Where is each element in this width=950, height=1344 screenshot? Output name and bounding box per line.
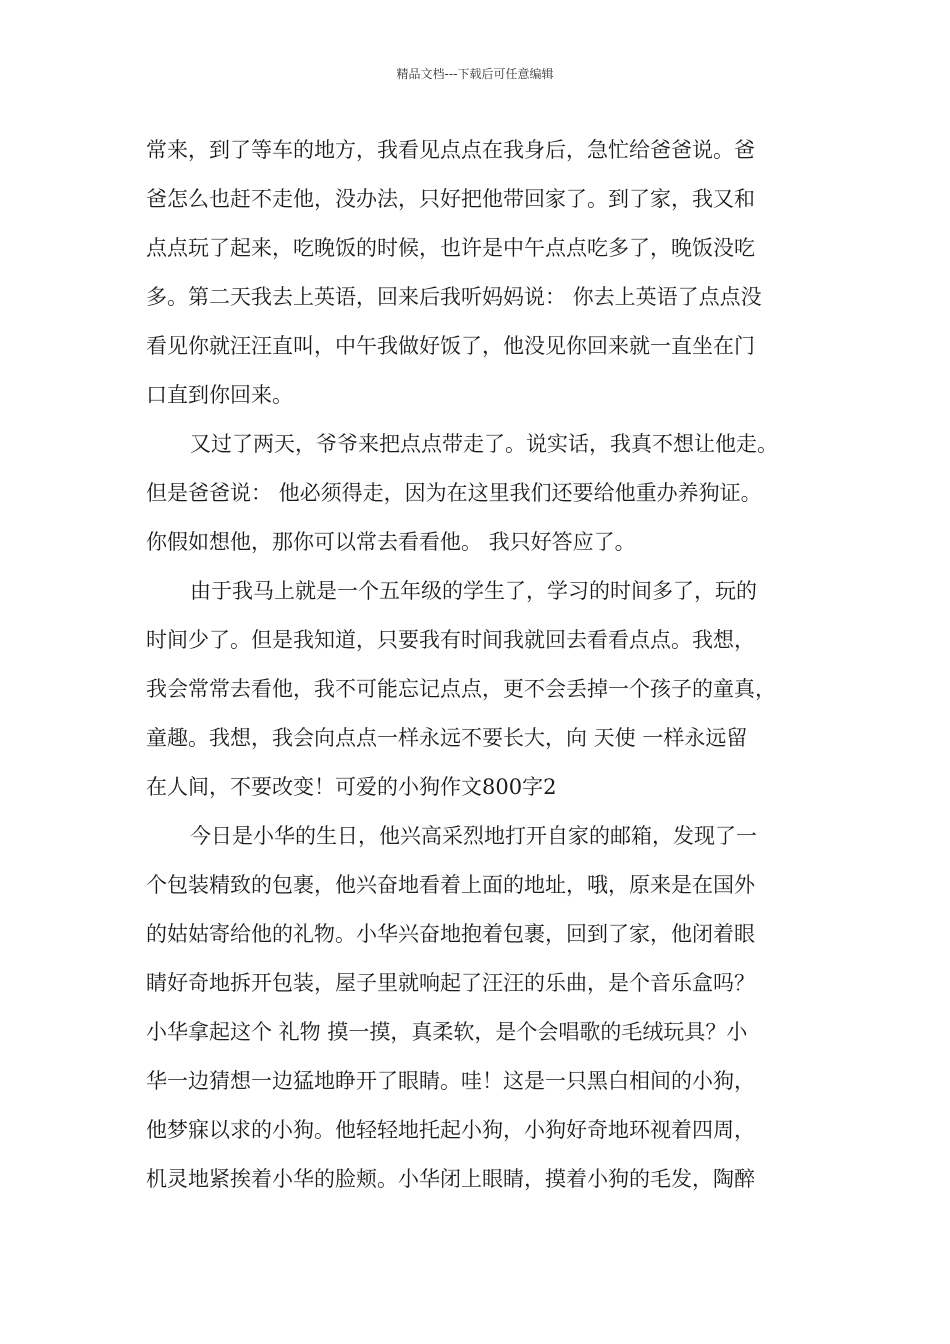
paragraph-start-line: 又过了两天，爷爷来把点点带走了。说实话，我真不想让他走。: [190, 432, 778, 456]
text-line: 口直到你回来。: [146, 383, 293, 407]
text-line: 点点玩了起来，吃晚饭的时候，也许是中午点点吃多了，晚饭没吃: [146, 236, 755, 260]
page-header: 精品文档---下载后可任意编辑: [396, 67, 554, 81]
paragraph-start-line: 由于我马上就是一个五年级的学生了，学习的时间多了，玩的: [190, 579, 757, 603]
text-line: 看见你就汪汪直叫，中午我做好饭了，他没见你回来就一直坐在门: [146, 334, 755, 358]
text-line: 童趣。我想，我会向点点一样永远不要长大，向 天使 一样永远留: [146, 726, 748, 750]
text-line: 睛好奇地拆开包装，屋子里就响起了汪汪的乐曲，是个音乐盒吗？: [146, 971, 755, 995]
text-line: 华一边猜想一边猛地睁开了眼睛。哇！这是一只黑白相间的小狗，: [146, 1069, 755, 1093]
text-line: 时间少了。但是我知道，只要我有时间我就回去看看点点。我想，: [146, 628, 755, 652]
text-line: 我会常常去看他，我不可能忘记点点，更不会丢掉一个孩子的童真，: [146, 677, 776, 701]
text-line: 你假如想他，那你可以常去看看他。 我只好答应了。: [146, 530, 636, 554]
text-line: 小华拿起这个 礼物 摸一摸，真柔软，是个会唱歌的毛绒玩具？小: [146, 1020, 748, 1044]
text-line: 他梦寐以求的小狗。他轻轻地托起小狗，小狗好奇地环视着四周，: [146, 1118, 755, 1142]
text-line: 常来，到了等车的地方，我看见点点在我身后，急忙给爸爸说。爸: [146, 138, 755, 162]
text-line: 多。第二天我去上英语，回来后我听妈妈说： 你去上英语了点点没: [146, 285, 762, 309]
text-line: 机灵地紧挨着小华的脸颊。小华闭上眼睛，摸着小狗的毛发，陶醉: [146, 1167, 755, 1191]
text-line: 在人间，不要改变！可爱的小狗作文800字2: [146, 775, 557, 799]
paragraph-start-line: 今日是小华的生日，他兴高采烈地打开自家的邮箱，发现了一: [190, 824, 757, 848]
text-line: 但是爸爸说： 他必须得走，因为在这里我们还要给他重办养狗证。: [146, 481, 762, 505]
text-line: 爸怎么也赶不走他，没办法，只好把他带回家了。到了家，我又和: [146, 187, 755, 211]
text-line: 个包装精致的包裹，他兴奋地看着上面的地址，哦，原来是在国外: [146, 873, 755, 897]
document-body: [146, 126, 826, 1204]
text-line: 的姑姑寄给他的礼物。小华兴奋地抱着包裹，回到了家，他闭着眼: [146, 922, 755, 946]
